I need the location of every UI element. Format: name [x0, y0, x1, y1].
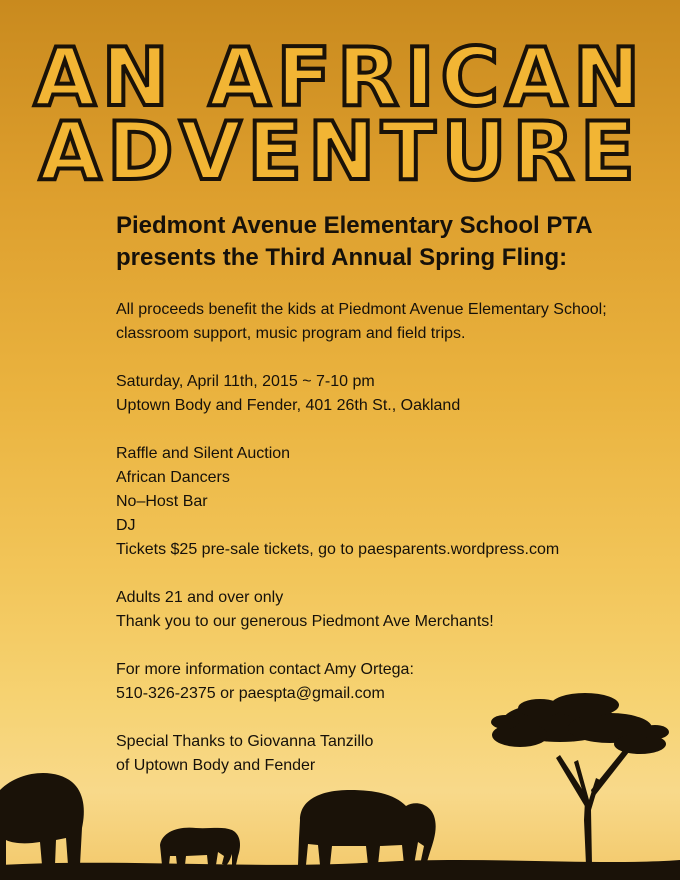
elephant-icon [0, 773, 84, 865]
poster-title-line-1: AN AFRICAN [33, 31, 647, 124]
contact-line-2: 510-326-2375 or paespta@gmail.com [116, 685, 385, 702]
special-thanks-line-1: Special Thanks to Giovanna Tanzillo [116, 733, 374, 750]
poster-title-line-2: ADVENTURE [39, 105, 641, 198]
event-date: Saturday, April 11th, 2015 ~ 7-10 pm [116, 373, 375, 390]
activity-item: No–Host Bar [116, 493, 208, 510]
headline-line-1: Piedmont Avenue Elementary School PTA [116, 212, 593, 239]
activity-item: DJ [116, 517, 136, 534]
special-thanks-line-2: of Uptown Body and Fender [116, 757, 316, 774]
activity-item: Raffle and Silent Auction [116, 445, 291, 462]
tickets-info: Tickets $25 pre-sale tickets, go to paesparents.wordpress.com [116, 541, 560, 558]
contact-line-1: For more information contact Amy Ortega: [116, 661, 414, 678]
intro-line-1: All proceeds benefit the kids at Piedmont Avenue Elementary School; [116, 301, 607, 318]
elephant-icon [160, 828, 240, 865]
headline-line-2: presents the Third Annual Spring Fling: [116, 244, 568, 271]
elephant-icon [298, 790, 436, 865]
event-venue: Uptown Body and Fender, 401 26th St., Oakland [116, 397, 461, 414]
activity-item: African Dancers [116, 469, 230, 486]
intro-line-2: classroom support, music program and field trips. [116, 325, 466, 342]
merchant-thanks: Thank you to our generous Piedmont Ave Merchants! [116, 613, 494, 630]
savanna-silhouette [0, 660, 680, 880]
acacia-tree-icon [491, 693, 669, 865]
age-restriction: Adults 21 and over only [116, 589, 284, 606]
